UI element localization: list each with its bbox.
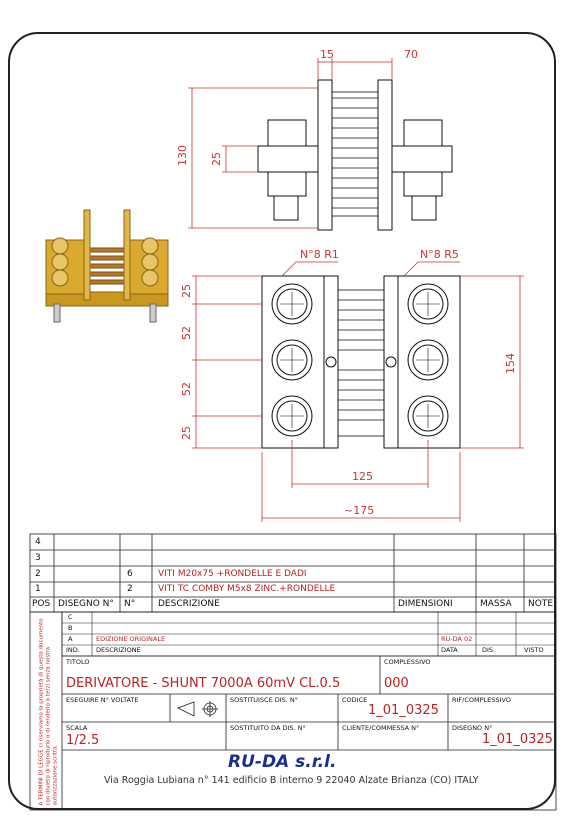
dim-v52a: 52: [180, 326, 193, 340]
disegno-label: DISEGNO N°: [452, 724, 493, 732]
bom-header-n: N°: [124, 599, 136, 609]
rev-header-descrizione: DESCRIZIONE: [96, 646, 141, 654]
dim-154: 154: [504, 353, 517, 374]
rev-header-ind: IND.: [66, 646, 80, 654]
bom-description: VITI TC COMBY M5x8 ZINC.+RONDELLE: [158, 584, 336, 594]
codice-value: 1_01_0325: [368, 703, 439, 718]
complessivo-label: COMPLESSIVO: [384, 658, 431, 666]
dim-175: ~175: [344, 504, 375, 517]
side-view: [258, 80, 452, 230]
disegno-value: 1_01_0325: [482, 732, 553, 747]
cliente-label: CLIENTE/COMMESSA N°: [342, 724, 420, 732]
dim-v52b: 52: [180, 382, 193, 396]
rev-ind: A: [68, 635, 73, 643]
bom-pos: 2: [35, 569, 41, 579]
scala-value: 1/2.5: [66, 733, 100, 748]
dim-125: 125: [352, 470, 373, 483]
projection-symbol-icon: [178, 701, 218, 717]
product-3d-image: [46, 210, 168, 322]
sostituito-label: SOSTITUITO DA DIS. N°: [230, 724, 306, 732]
front-view: [262, 276, 460, 448]
rev-header-visto: VISTO: [524, 646, 544, 654]
complessivo-value: 000: [384, 676, 409, 691]
dim-v25b: 25: [180, 426, 193, 440]
bom-qty: 2: [127, 584, 133, 594]
note-n8-r5: N°8 R5: [420, 248, 459, 261]
bom-pos: 1: [35, 584, 41, 594]
bom-header-massa: MASSA: [480, 599, 512, 609]
bom-header-pos: POS: [32, 599, 51, 609]
bom-pos: 4: [35, 537, 41, 547]
rev-date: RU-DA 02: [441, 635, 473, 643]
rev-header-data: DATA: [441, 646, 458, 654]
dim-bolt-25: 25: [210, 152, 223, 166]
titolo-label: TITOLO: [66, 658, 90, 666]
esecuzione-label: ESEGUIRE N° VOLTATE: [66, 696, 139, 704]
bom-description: VITI M20x75 +RONDELLE E DADI: [158, 569, 307, 579]
dim-70: 70: [404, 48, 418, 61]
dim-130: 130: [176, 145, 189, 166]
dim-15: 15: [320, 48, 334, 61]
sostituisce-label: SOSTITUISCE DIS. N°: [230, 696, 299, 704]
company-address: Via Roggia Lubiana n° 141 edificio B interno 9 22040 Alzate Brianza (CO) ITALY: [104, 775, 479, 786]
bom-header-dimensioni: DIMENSIONI: [398, 599, 453, 609]
dim-v25a: 25: [180, 284, 193, 298]
rev-description: EDIZIONE ORIGINALE: [96, 635, 166, 643]
bom-pos: 3: [35, 553, 41, 563]
codice-label: CODICE: [342, 696, 368, 704]
rev-header-dis: DIS.: [482, 646, 496, 654]
drawing-title: DERIVATORE - SHUNT 7000A 60mV CL.0.5: [66, 676, 341, 691]
rev-ind: C: [68, 613, 73, 621]
bom-header-disegno: DISEGNO N°: [58, 599, 114, 609]
scala-label: SCALA: [66, 724, 88, 732]
bom-qty: 6: [127, 569, 133, 579]
company-logo: RU-DA s.r.l.: [228, 752, 337, 772]
legal-side-note: A TERMINI DI LEGGE ci riserviamo la proprietà di questo documento con divieto di riprodurlo o di renderlo a terzi senza nostra autorizzazione scritta.: [38, 618, 59, 806]
note-n8-r1: N°8 R1: [300, 248, 339, 261]
bom-header-descrizione: DESCRIZIONE: [158, 599, 220, 609]
bom-header-note: NOTE: [528, 599, 554, 609]
rev-ind: B: [68, 624, 73, 632]
rif-complessivo-label: RIF/COMPLESSIVO: [452, 696, 511, 704]
